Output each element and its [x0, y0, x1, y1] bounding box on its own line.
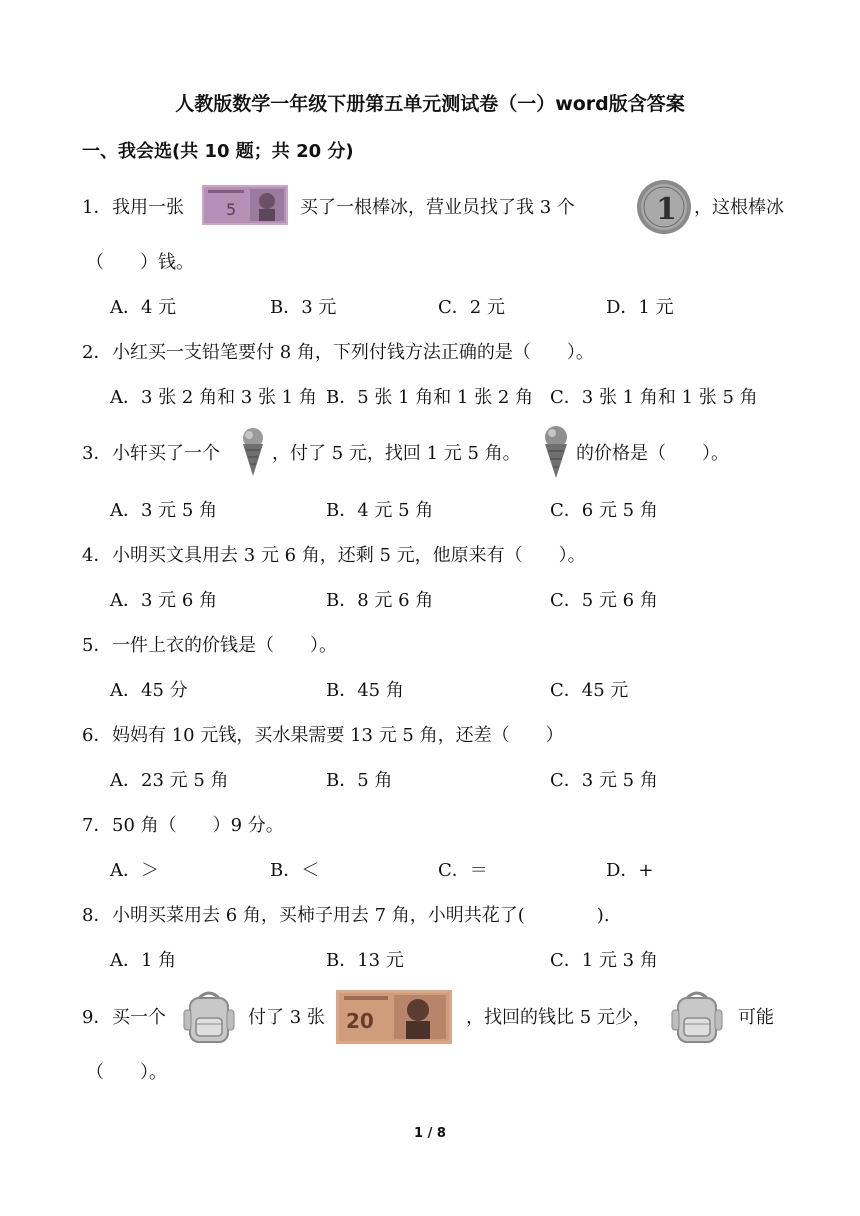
option-a: A．1 角: [110, 950, 177, 971]
question-text: 妈妈有 10 元钱，买水果需要 13 元 5 角，还差（ ）: [112, 725, 564, 746]
ice-cream-cone-image: [240, 426, 266, 478]
option-a: A．23 元 5 角: [110, 770, 229, 791]
question-number: 7．: [82, 815, 112, 836]
option-b: B．8 元 6 角: [326, 590, 434, 611]
question-text: 小红买一支铅笔要付 8 角，下列付钱方法正确的是（ ）。: [112, 342, 594, 363]
banknote-value: 5: [226, 200, 237, 219]
one-yuan-coin-image: [636, 179, 692, 235]
option-c: C．2 元: [438, 297, 505, 318]
section-heading: 一、我会选(共 10 题；共 20 分): [82, 141, 354, 162]
question-number: 9．: [82, 1007, 112, 1028]
option-a: A．3 元 5 角: [110, 500, 218, 521]
question-text: 买了一根棒冰，营业员找了我 3 个: [300, 197, 575, 218]
question-number: 8．: [82, 905, 112, 926]
coin-value: 1: [656, 192, 677, 227]
question-text: 一件上衣的价钱是（ ）。: [112, 635, 337, 656]
question-text: 可能: [738, 1007, 774, 1028]
option-b: B．4 元 5 角: [326, 500, 434, 521]
question-text: 小明买菜用去 6 角，买柿子用去 7 角，小明共花了( ).: [112, 905, 610, 926]
document-title: 人教版数学一年级下册第五单元测试卷（一）word版含答案: [175, 93, 685, 115]
page-number: 1 / 8: [414, 1126, 446, 1141]
question-text: 付了 3 张: [248, 1007, 325, 1028]
question-number: 4．: [82, 545, 112, 566]
question-text: 我用一张: [112, 197, 184, 218]
question-text: ，付了 5 元，找回 1 元 5 角。: [272, 443, 521, 464]
five-yuan-banknote-image: [202, 185, 288, 225]
question-number: 3．: [82, 443, 112, 464]
question-text: ，这根棒冰: [694, 197, 784, 218]
option-c: C．1 元 3 角: [550, 950, 658, 971]
question-number: 6．: [82, 725, 112, 746]
option-b: B．13 元: [326, 950, 404, 971]
question-text: 50 角（ ）9 分。: [112, 815, 284, 836]
option-b: B．5 张 1 角和 1 张 2 角: [326, 387, 534, 408]
option-c: C．45 元: [550, 680, 629, 701]
question-text: 买一个: [112, 1007, 166, 1028]
option-c: C．3 元 5 角: [550, 770, 658, 791]
question-number: 2．: [82, 342, 112, 363]
question-text: 的价格是（ ）。: [576, 443, 729, 464]
question-number: 1．: [82, 197, 112, 218]
question-text-continued: （ ）钱。: [86, 252, 194, 273]
option-d: D．+: [606, 860, 654, 881]
backpack-image: [670, 988, 724, 1046]
ice-cream-cone-image: [542, 424, 570, 480]
question-text: 小明买文具用去 3 元 6 角，还剩 5 元，他原来有（ ）。: [112, 545, 586, 566]
option-c: C．5 元 6 角: [550, 590, 658, 611]
option-b: B．45 角: [326, 680, 404, 701]
option-d: D．1 元: [606, 297, 674, 318]
option-a: A．3 张 2 角和 3 张 1 角: [110, 387, 317, 408]
twenty-yuan-banknote-image: [336, 990, 452, 1044]
question-text-continued: （ ）。: [86, 1062, 167, 1083]
option-a: A．45 分: [110, 680, 188, 701]
option-c: C．6 元 5 角: [550, 500, 658, 521]
question-number: 5．: [82, 635, 112, 656]
banknote-value: 20: [346, 1009, 374, 1033]
backpack-image: [182, 988, 236, 1046]
question-text: ，找回的钱比 5 元少，: [466, 1007, 651, 1028]
option-a: A．4 元: [110, 297, 177, 318]
option-a: A．＞: [110, 860, 159, 881]
option-b: B．3 元: [270, 297, 337, 318]
option-c: C．3 张 1 角和 1 张 5 角: [550, 387, 758, 408]
option-a: A．3 元 6 角: [110, 590, 218, 611]
option-c: C．＝: [438, 860, 488, 881]
question-text: 小轩买了一个: [112, 443, 220, 464]
option-b: B．5 角: [326, 770, 393, 791]
option-b: B．＜: [270, 860, 320, 881]
